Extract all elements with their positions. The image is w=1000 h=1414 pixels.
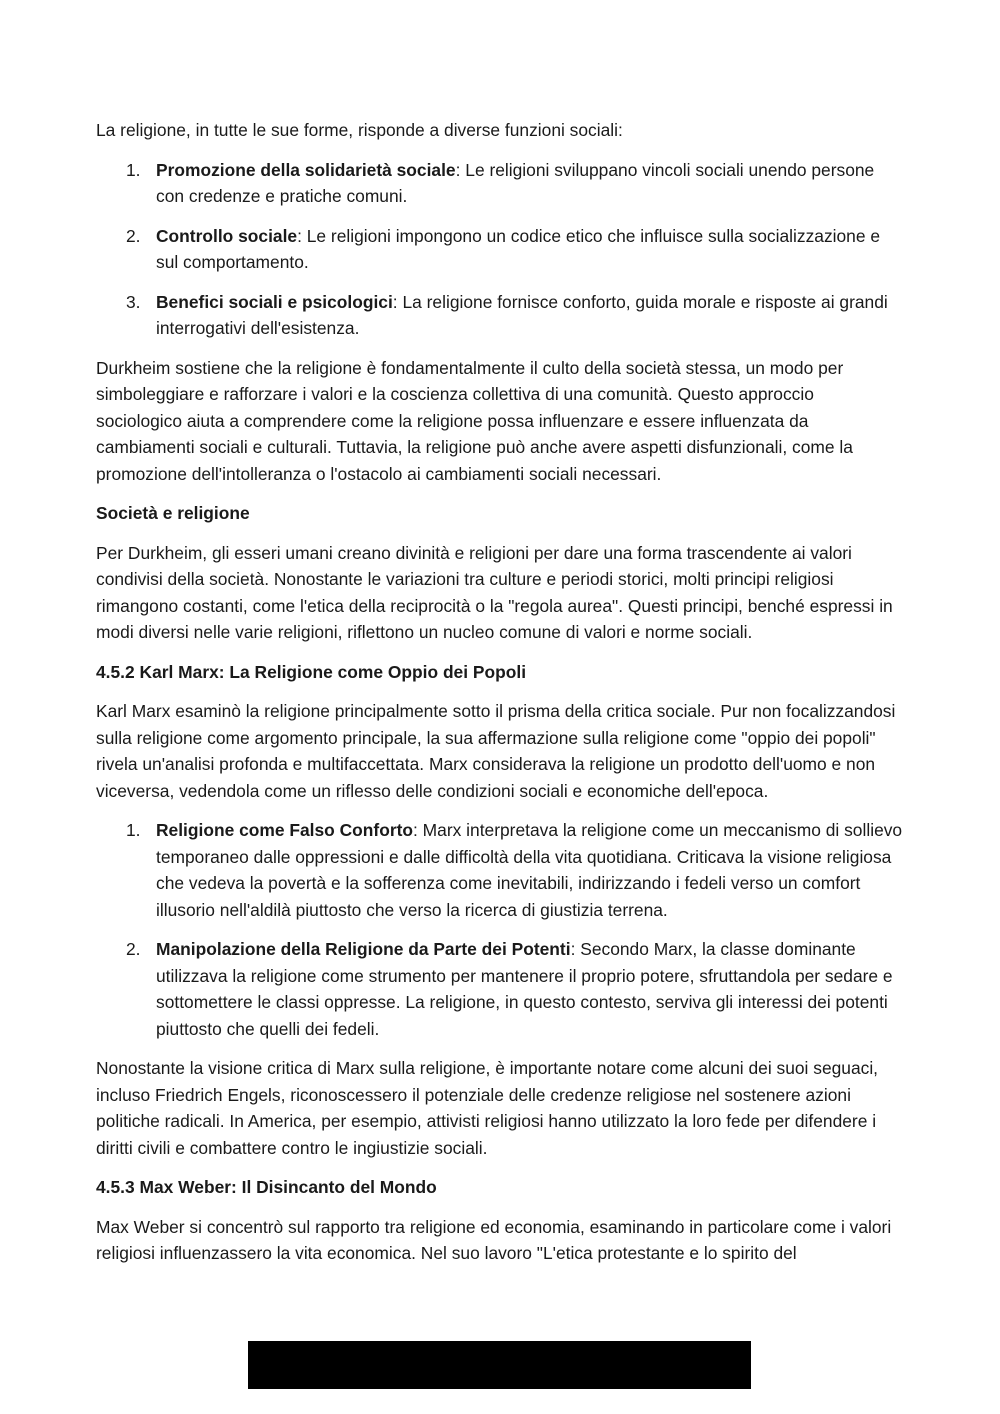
list-number: 2. bbox=[126, 939, 141, 959]
redaction-bar bbox=[248, 1341, 751, 1389]
list-text: : La religione fornisce conforto, guida morale e risposte ai grandi interrogativi dell'esistenza. bbox=[156, 291, 888, 338]
weber-heading: 4.5.3 Max Weber: Il Disincanto del Mondo bbox=[96, 1177, 437, 1197]
weber-paragraph: Max Weber si concentrò sul rapporto tra religione ed economia, esaminando in particolare come i valori religiosi influenzassero la vita economica. Nel suo lavoro "L'etica protestante e lo spirito del bbox=[96, 1216, 892, 1263]
list-item bbox=[96, 936, 904, 1042]
list-item bbox=[96, 289, 904, 342]
list-term: Religione come Falso Conforto bbox=[156, 820, 414, 840]
list-item bbox=[96, 817, 904, 923]
engels-paragraph: Nonostante la visione critica di Marx sulla religione, è importante notare come alcuni dei suoi seguaci, incluso Friedrich Engels, riconoscessero il potenziale delle credenze religiose nel sostenere azioni politiche radicali. In America, per esempio, attivisti religiosi hanno utilizzato la loro fede per difendere i diritti civili e combattere contro le ingiustizie sociali. bbox=[96, 1058, 879, 1158]
list-text: : Le religioni impongono un codice etico che influisce sulla socializzazione e sul comportamento. bbox=[156, 225, 881, 272]
list-number: 3. bbox=[126, 291, 141, 312]
durkheim-paragraph: Durkheim sostiene che la religione è fondamentalmente il culto della società stessa, un modo per simboleggiare e rafforzare i valori e la coscienza collettiva di una comunità. Questo approccio sociologico aiuta a comprendere come la religione possa influenzare e essere influenzata da cambiamenti sociali e culturali. Tuttavia, la religione può anche avere aspetti disfunzionali, come la promozione dell'intolleranza o l'ostacolo ai cambiamenti sociali necessari. bbox=[96, 357, 853, 484]
list-text: : Marx interpretava la religione come un meccanismo di sollievo temporaneo dalle oppressioni e dalle difficoltà della vita quotidiana. Criticava la visione religiosa che vedeva la povertà e la sofferenza come inevitabili, indirizzando i fedeli verso un comfort illusorio nell'aldilà piuttosto che verso la ricerca di giustizia terrena. bbox=[156, 820, 903, 920]
list-term: Manipolazione della Religione da Parte dei Potenti bbox=[156, 939, 571, 959]
list-text: : Secondo Marx, la classe dominante utilizzava la religione come strumento per mantenere il proprio potere, sfruttandola per sedare e sottomettere le classi oppresse. La religione, in questo contesto, serviva gli interessi dei potenti piuttosto che quelli dei fedeli. bbox=[156, 939, 893, 1039]
marx-points-list bbox=[96, 817, 904, 1042]
list-number: 1. bbox=[126, 820, 141, 840]
list-item bbox=[96, 157, 904, 210]
list-term: Benefici sociali e psicologici bbox=[156, 291, 393, 312]
list-item bbox=[96, 223, 904, 276]
document-body bbox=[96, 117, 904, 1280]
marx-paragraph: Karl Marx esaminò la religione principalmente sotto il prisma della critica sociale. Pur non focalizzandosi sulla religione come argomento principale, la sua affermazione sulla religione come "oppio dei popoli" rivela un'analisi profonda e multifaccettata. Marx considerava la religione un prodotto dell'uomo e non viceversa, vedendola come un riflesso delle condizioni sociali e economiche dell'epoca. bbox=[96, 701, 896, 801]
list-number: 1. bbox=[126, 159, 141, 180]
list-term: Controllo sociale bbox=[156, 225, 298, 246]
list-number: 2. bbox=[126, 225, 141, 246]
society-heading: Società e religione bbox=[96, 503, 250, 523]
list-text: : Le religioni sviluppano vincoli sociali unendo persone con credenze e pratiche comuni. bbox=[156, 159, 875, 206]
marx-heading: 4.5.2 Karl Marx: La Religione come Oppio dei Popoli bbox=[96, 661, 527, 682]
society-paragraph: Per Durkheim, gli esseri umani creano divinità e religioni per dare una forma trascendente ai valori condivisi della società. Nonostante le variazioni tra culture e periodi storici, molti principi religiosi rimangono costanti, come l'etica della reciprocità o la "regola aurea". Questi principi, benché espressi in modi diversi nelle varie religioni, riflettono un nucleo comune di valori e norme sociali. bbox=[96, 542, 893, 642]
functions-list bbox=[96, 157, 904, 342]
intro-paragraph: La religione, in tutte le sue forme, risponde a diverse funzioni sociali: bbox=[96, 120, 623, 140]
list-term: Promozione della solidarietà sociale bbox=[156, 159, 456, 180]
